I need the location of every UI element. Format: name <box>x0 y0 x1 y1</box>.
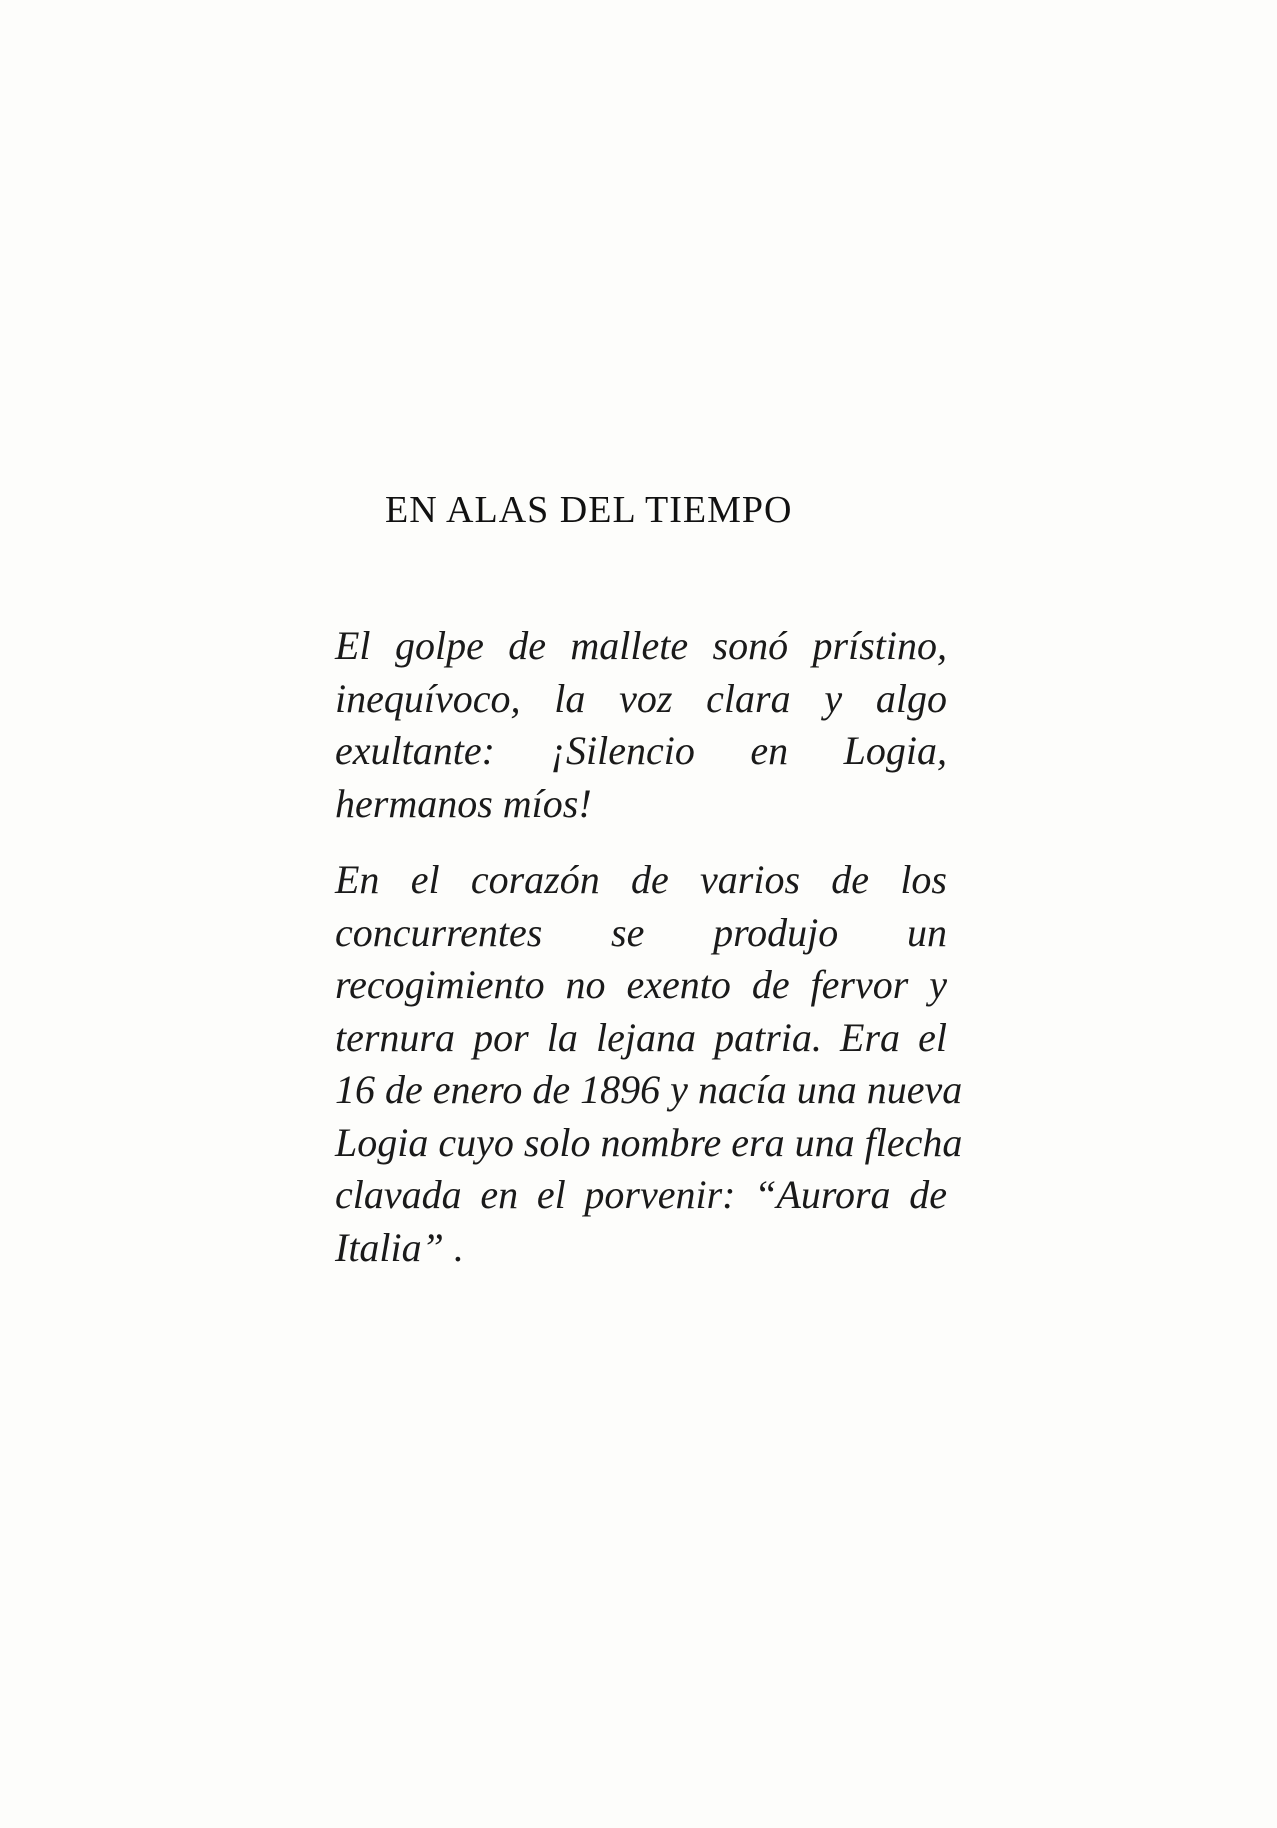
paragraph-line: Logia cuyo solo nombre era una flecha <box>335 1119 963 1165</box>
paragraph-line: 16 de enero de 1896 y nacía una nueva <box>335 1067 963 1112</box>
paragraph-line: ternura por la lejana patria. Era el <box>335 1014 947 1060</box>
paragraph-line: inequívoco, la voz clara y algo <box>335 675 947 721</box>
paragraph-line: recogimiento no exento de fervor y <box>335 962 947 1007</box>
page-title: EN ALAS DEL TIEMPO <box>385 489 793 531</box>
paragraph-line: concurrentes se produjo un <box>335 909 947 955</box>
paragraph-line: En el corazón de varios de los <box>335 857 947 902</box>
paragraph-line: exultante: ¡Silencio en Logia, <box>335 728 947 773</box>
paragraph-line: Italia” . <box>335 1224 464 1270</box>
paragraph-2 <box>335 854 963 1274</box>
paragraph-line: hermanos míos! <box>335 780 592 826</box>
paragraph-1 <box>335 620 947 830</box>
paragraph-line: El golpe de mallete sonó prístino, <box>335 623 947 668</box>
paragraph-line: clavada en el porvenir: “Aurora de <box>335 1172 947 1217</box>
